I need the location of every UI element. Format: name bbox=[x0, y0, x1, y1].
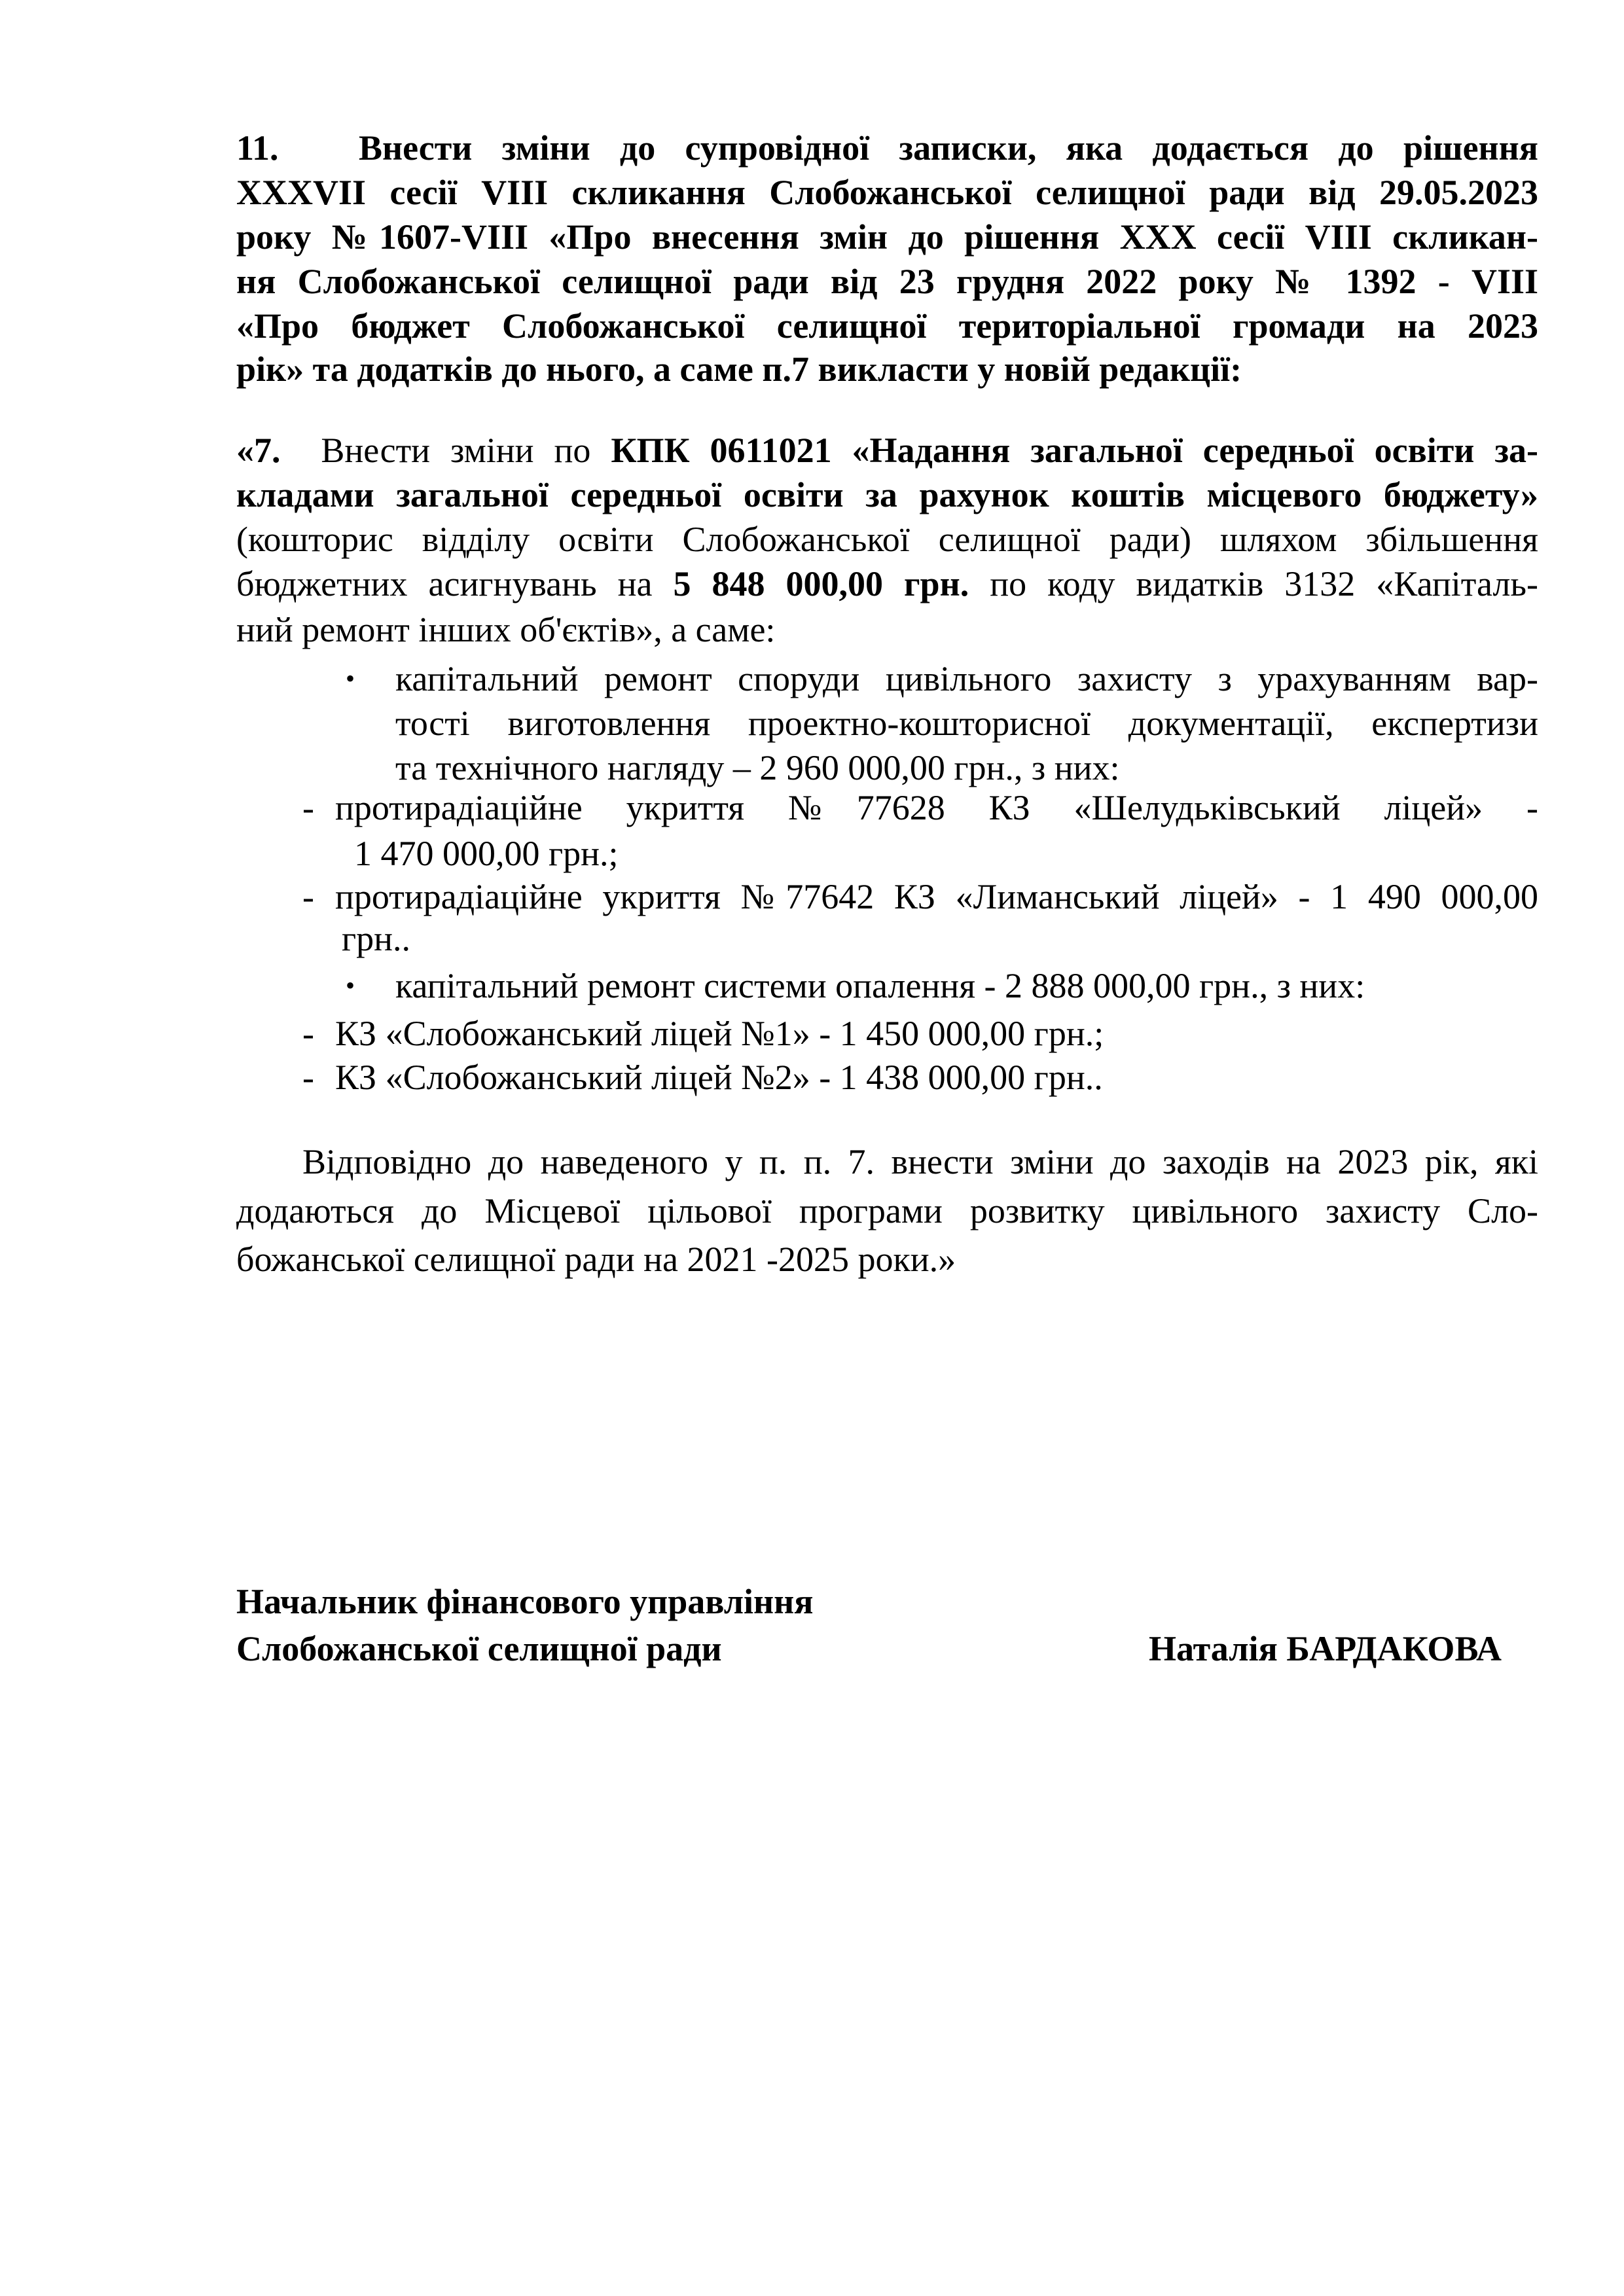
shelter-amount: 1 470 000,00 грн.; bbox=[354, 834, 619, 873]
dash-marker: - bbox=[302, 1058, 314, 1097]
item7-line-2: кладами загальної середньої освіти за рахунок коштів місцевого бюджету» bbox=[236, 475, 1538, 514]
item7-amount: 5 848 000,00 грн. bbox=[673, 564, 969, 603]
shelter-line: протирадіаційне укриття №77628 КЗ «Шелудьківський ліцей» - bbox=[335, 788, 1538, 827]
school-line: КЗ «Слобожанський ліцей №1» - 1 450 000,00 грн.; bbox=[335, 1014, 1104, 1053]
item7-line-4 bbox=[236, 562, 1538, 606]
dash-marker: - bbox=[302, 1014, 314, 1053]
item7-line-5: ний ремонт інших об'єктів», а саме: bbox=[236, 610, 776, 649]
dash-marker: - bbox=[302, 788, 314, 827]
bullet-icon: • bbox=[346, 664, 355, 693]
closing-line: додаються до Місцевої цільової програми розвитку цивільного захисту Сло- bbox=[236, 1191, 1538, 1230]
item7-number: «7. bbox=[236, 431, 281, 470]
section-line: року №1607-VIII «Про внесення змін до рішення XXX сесії VIII скликан- bbox=[236, 217, 1538, 257]
section-line: рік» та додатків до нього, а саме п.7 викласти у новій редакції: bbox=[236, 350, 1242, 389]
bullet-line: капітальний ремонт системи опалення - 2 888 000,00 грн., з них: bbox=[395, 966, 1365, 1005]
item7-kpk: КПК 0611021 «Надання загальної середньої освіти за- bbox=[611, 431, 1538, 470]
bullet-line: та технічного нагляду – 2 960 000,00 грн., з них: bbox=[395, 748, 1120, 787]
item7-text: по коду видатків 3132 «Капіталь- bbox=[990, 564, 1538, 603]
shelter-amount: грн.. bbox=[342, 919, 411, 958]
shelter-line: протирадіаційне укриття №77642 КЗ «Лиманський ліцей» - 1 490 000,00 bbox=[335, 877, 1538, 916]
section-line: XXXVII сесії VIII скликання Слобожанської селищної ради від 29.05.2023 bbox=[236, 173, 1538, 212]
item7-text: Внести зміни по bbox=[321, 431, 591, 470]
signature-position: Слобожанської селищної ради bbox=[236, 1629, 722, 1668]
bullet-line: тості виготовлення проектно-кошторисної документації, експертизи bbox=[395, 704, 1538, 743]
section-line: «Про бюджет Слобожанської селищної територіальної громади на 2023 bbox=[236, 306, 1538, 346]
item7-line-1 bbox=[236, 428, 1538, 473]
item7-line-3: (кошторис відділу освіти Слобожанської селищної ради) шляхом збільшення bbox=[236, 520, 1538, 559]
section-number: 11. bbox=[236, 128, 279, 168]
closing-line: божанської селищної ради на 2021 -2025 роки.» bbox=[236, 1240, 956, 1279]
school-line: КЗ «Слобожанський ліцей №2» - 1 438 000,00 грн.. bbox=[335, 1058, 1103, 1097]
closing-line: Відповідно до наведеного у п. п. 7. внести зміни до заходів на 2023 рік, які bbox=[302, 1142, 1538, 1181]
signature-position: Начальник фінансового управління bbox=[236, 1582, 814, 1621]
signature-name: Наталія БАРДАКОВА bbox=[1149, 1629, 1502, 1668]
bullet-icon: • bbox=[346, 971, 355, 1000]
item7-text: бюджетних асигнувань на bbox=[236, 564, 653, 603]
dash-marker: - bbox=[302, 877, 314, 916]
section-line: Внести зміни до супровідної записки, яка додається до рішення bbox=[359, 128, 1538, 168]
section-line: ня Слобожанської селищної ради від 23 грудня 2022 року № 1392 - VIII bbox=[236, 262, 1538, 301]
bullet-line: капітальний ремонт споруди цивільного захисту з урахуванням вар- bbox=[395, 659, 1538, 698]
